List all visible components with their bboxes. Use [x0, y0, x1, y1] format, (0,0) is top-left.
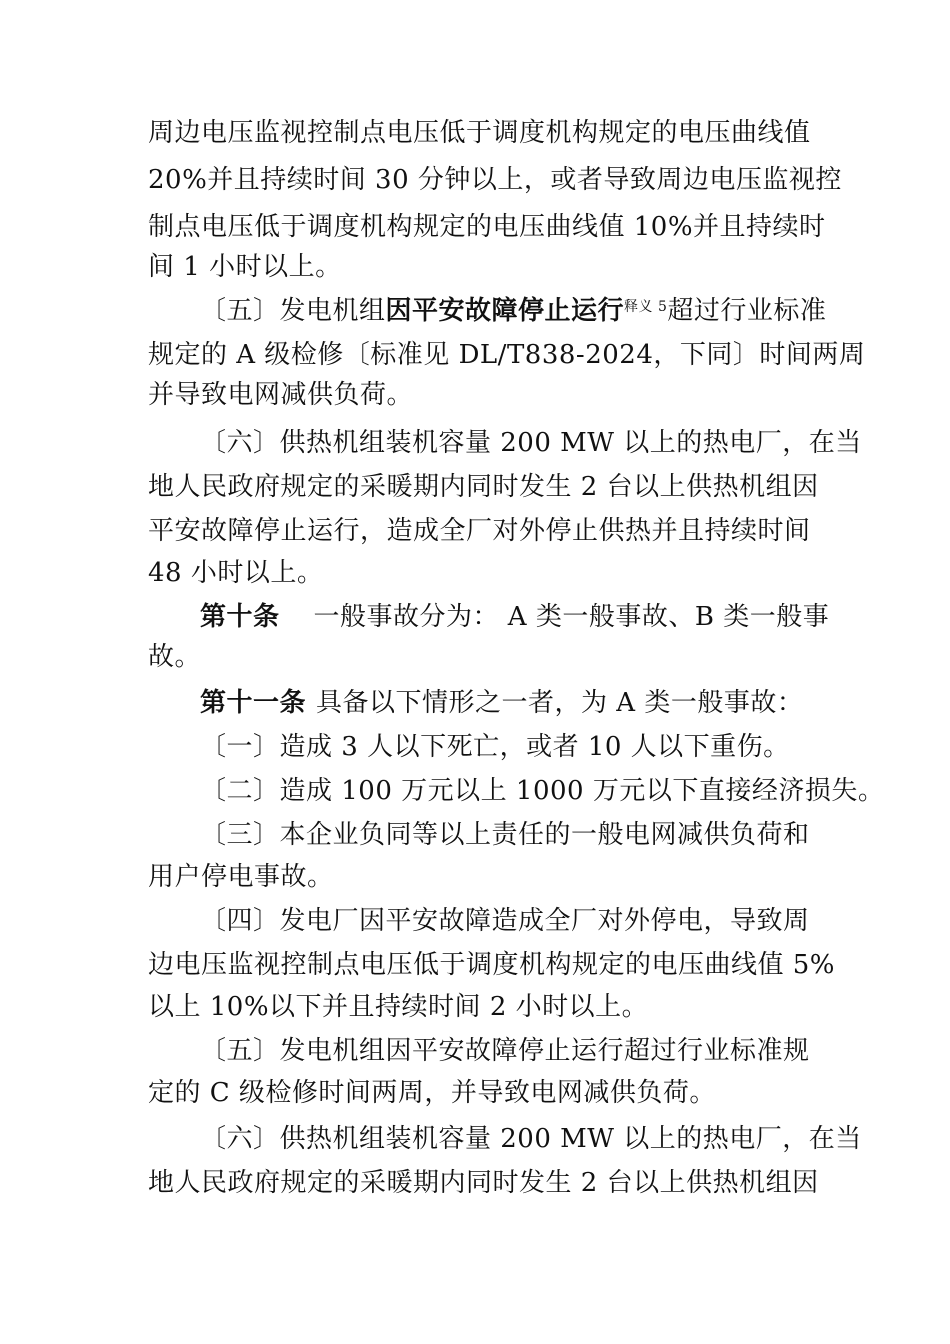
text-line-7: 并导致电网减供负荷。	[148, 380, 414, 410]
item-5-prefix: 〔五〕发电机组	[200, 296, 386, 326]
text-line-18: 用户停电事故。	[148, 862, 334, 892]
item-4-line: 〔四〕发电厂因平安故障造成全厂对外停电，导致周	[200, 906, 810, 936]
item-5-suffix: 超过行业标准	[667, 296, 827, 326]
text-line-4: 间 1 小时以上。	[148, 252, 342, 282]
text-line-10: 平安故障停止运行，造成全厂对外停止供热并且持续时间	[148, 516, 811, 546]
text-line-1: 周边电压监视控制点电压低于调度机构规定的电压曲线值	[148, 118, 811, 148]
text-line-8: 〔六〕供热机组装机容量 200 MW 以上的热电厂，在当	[200, 428, 862, 458]
text-line-2: 20%并且持续时间 30 分钟以上，或者导致周边电压监视控	[148, 165, 842, 195]
defined-term: 因平安故障停止运行	[385, 296, 625, 326]
text-line-11: 48 小时以上。	[148, 558, 324, 588]
article-11-title: 第十一条	[200, 688, 307, 718]
text-line-25: 地人民政府规定的采暖期内同时发生 2 台以上供热机组因	[148, 1168, 819, 1198]
item-5b-line: 〔五〕发电机组因平安故障停止运行超过行业标准规	[200, 1036, 810, 1066]
article-10-line	[200, 602, 830, 632]
text-line-13: 故。	[148, 642, 202, 672]
article-11-line	[200, 688, 810, 718]
article-10-title: 第十条	[200, 602, 280, 632]
text-line-9: 地人民政府规定的采暖期内同时发生 2 台以上供热机组因	[148, 472, 819, 502]
item-3-line: 〔三〕本企业负同等以上责任的一般电网减供负荷和	[200, 820, 810, 850]
paragraph-5-first-line	[200, 296, 827, 326]
text-line-20: 边电压监视控制点电压低于调度机构规定的电压曲线值 5%	[148, 950, 836, 980]
text-line-21: 以上 10%以下并且持续时间 2 小时以上。	[148, 992, 649, 1022]
item-2-line: 〔二〕造成 100 万元以上 1000 万元以下直接经济损失。	[200, 776, 885, 806]
article-11-text: 具备以下情形之一者，为 A 类一般事故：	[316, 688, 804, 718]
text-line-6: 规定的 A 级检修〔标准见 DL/T838-2024，下同〕时间两周	[148, 340, 866, 370]
article-10-text: 一般事故分为： A 类一般事故、B 类一般事	[313, 602, 830, 632]
text-line-23: 定的 C 级检修时间两周，并导致电网减供负荷。	[148, 1078, 716, 1108]
item-1-line: 〔一〕造成 3 人以下死亡，或者 10 人以下重伤。	[200, 732, 790, 762]
text-line-3: 制点电压低于调度机构规定的电压曲线值 10%并且持续时	[148, 212, 826, 242]
footnote-ref: 释义 5	[624, 299, 668, 315]
item-6b-line: 〔六〕供热机组装机容量 200 MW 以上的热电厂，在当	[200, 1124, 862, 1154]
